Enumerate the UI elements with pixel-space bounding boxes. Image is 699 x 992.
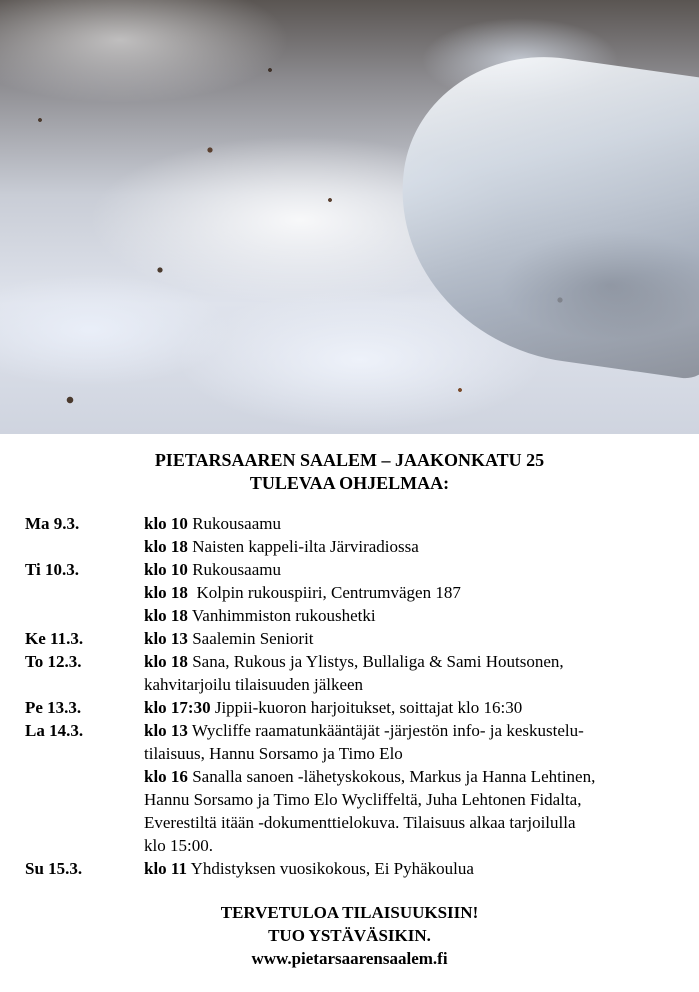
schedule-time: klo 17:30 [144,698,211,717]
schedule-day: La 14.3. [25,721,84,740]
welcome-text: TERVETULOA TILAISUUKSIIN! [220,903,479,922]
schedule-day: To 12.3. [25,652,82,671]
schedule-text: Sanalla sanoen -lähetyskokous, Markus ja Hanna Lehtinen, [187,767,596,786]
schedule-row [0,834,699,857]
page-subtitle: TULEVAA OHJELMAA: [249,473,450,493]
schedule-text: Vanhimmiston rukoushetki [187,606,376,625]
schedule-time: klo 10 [144,560,188,579]
schedule-time: klo 10 [144,514,188,533]
schedule-text: tilaisuus, Hannu Sorsamo ja Timo Elo [144,744,403,763]
schedule-row [0,535,699,558]
schedule-row [0,627,699,650]
page-title: PIETARSAAREN SAALEM – JAAKONKATU 25 [154,450,545,470]
schedule-text: Saalemin Seniorit [187,629,314,648]
schedule-time: klo 11 [144,859,187,878]
snow-ice-photo [0,0,699,434]
schedule-time: klo 18 [144,652,188,671]
schedule-text: Everestiltä itään -dokumenttielokuva. Tilaisuus alkaa tarjoilulla [144,813,576,832]
schedule-text: Naisten kappeli-ilta Järviradiossa [187,537,419,556]
schedule-time: klo 18 [144,537,188,556]
schedule-text: Wycliffe raamatunkääntäjät -järjestön info- ja keskustelu- [187,721,584,740]
schedule-text: Rukousaamu [187,560,281,579]
schedule-row [0,650,699,673]
schedule-day: Su 15.3. [25,859,83,878]
bring-friend-text: TUO YSTÄVÄSIKIN. [268,926,431,945]
schedule-row [0,788,699,811]
schedule-row [0,558,699,581]
schedule-text: Kolpin rukouspiiri, Centrumvägen 187 [187,583,461,602]
schedule-list [0,512,699,880]
schedule-row [0,742,699,765]
schedule-row [0,673,699,696]
schedule-time: klo 18 [144,606,188,625]
schedule-day: Ti 10.3. [25,560,80,579]
schedule-row [0,512,699,535]
schedule-row [0,696,699,719]
schedule-time: klo 16 [144,767,188,786]
schedule-day: Ke 11.3. [25,629,84,648]
schedule-time: klo 18 [144,583,188,602]
schedule-row [0,811,699,834]
schedule-time: klo 13 [144,629,188,648]
website-link[interactable]: www.pietarsaarensaalem.fi [251,949,448,968]
schedule-row [0,719,699,742]
schedule-text: Rukousaamu [187,514,281,533]
schedule-text: Sana, Rukous ja Ylistys, Bullaliga & Sami Houtsonen, [187,652,564,671]
schedule-row [0,581,699,604]
schedule-row [0,857,699,880]
schedule-time: klo 13 [144,721,188,740]
schedule-text: kahvitarjoilu tilaisuuden jälkeen [144,675,364,694]
schedule-text: Jippii-kuoron harjoitukset, soittajat klo 16:30 [210,698,523,717]
schedule-day: Ma 9.3. [25,514,80,533]
schedule-text: Hannu Sorsamo ja Timo Elo Wycliffeltä, Juha Lehtonen Fidalta, [144,790,582,809]
schedule-text: klo 15:00. [144,836,213,855]
schedule-day: Pe 13.3. [25,698,82,717]
schedule-text: Yhdistyksen vuosikokous, Ei Pyhäkoulua [187,859,474,878]
schedule-row [0,765,699,788]
schedule-row [0,604,699,627]
